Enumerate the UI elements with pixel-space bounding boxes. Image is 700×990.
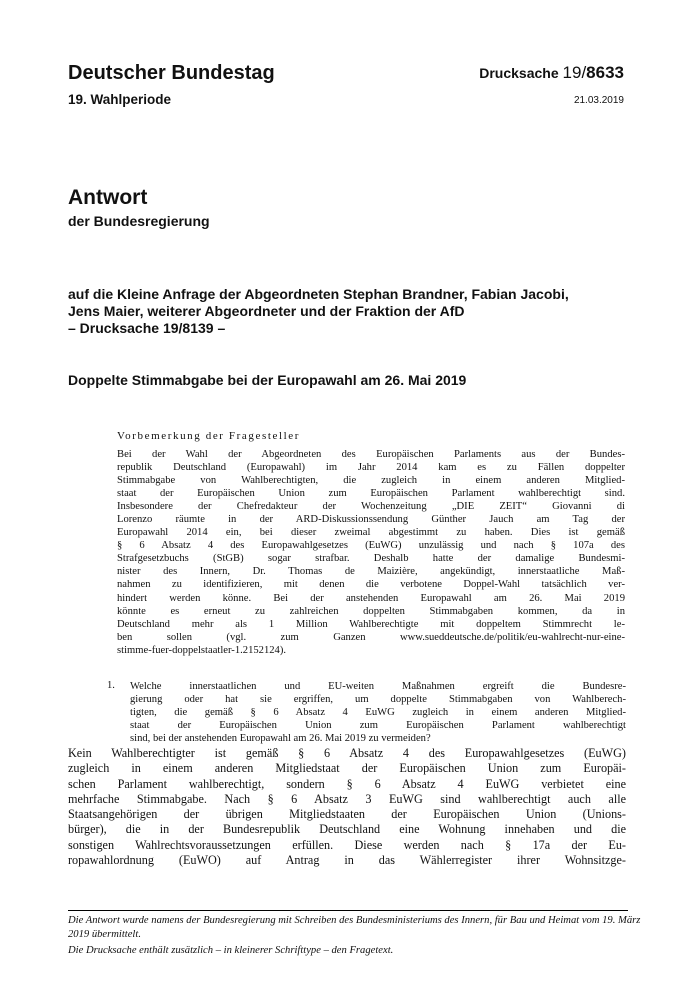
question-number: 1. [107, 680, 115, 691]
preliminary-line: nister des Innern, Dr. Thomas de Maizière, angekündigt, innerstaatliche Maß- [117, 566, 625, 578]
question-line: gierung oder hat sie ergriffen, um doppelte Stimmabgaben von Wahlberech- [130, 694, 626, 706]
question-text [130, 680, 626, 745]
preliminary-line: stimme-fuer-doppelstaatler-1.2152124). [117, 644, 287, 656]
preliminary-line: Lorenzo räumte in der ARD-Diskussionssendung Günther Jauch am Tag der [117, 514, 625, 526]
preliminary-line: Stimmabgabe von Wahlberechtigten, die zugleich in einem anderen Mitglied- [117, 475, 625, 487]
drucksache-number-prefix: 19/ [562, 63, 587, 82]
inquiry-line: – Drucksache 19/8139 – [68, 319, 226, 336]
question-line: Welche innerstaatlichen und EU-weiten Maßnahmen ergreift die Bundesre- [130, 681, 626, 692]
inquiry-line: Jens Maier, weiterer Abgeordneter und der Fraktion der AfD [68, 302, 465, 319]
legislative-period: 19. Wahlperiode [68, 92, 172, 107]
inquiry-reference [68, 286, 628, 336]
preliminary-remark-body [117, 448, 625, 657]
preliminary-line: staat der Europäischen Union zum Europäischen Parlament wahlberechtigt sind. [117, 488, 625, 500]
question-line: tigten, die gemäß § 6 Absatz 4 EuWG zugleich in einem anderen Mitglied- [130, 707, 626, 719]
drucksache-number [479, 63, 624, 83]
footnote-typeface-note: Die Drucksache enthält zusätzlich – in kleinerer Schrifttype – den Fragetext. [68, 945, 394, 956]
document-date: 21.03.2019 [573, 95, 624, 106]
footnote [68, 914, 648, 958]
footnote-divider [68, 910, 628, 911]
preliminary-line: könnte es erneut zu zahlreichen doppelten Stimmabgaben kommen, da in [117, 605, 625, 617]
preliminary-line: Europawahl 2014 ein, bei dieser zweimal abgestimmt zu haben. Dies ist gemäß [117, 527, 625, 539]
preliminary-line: ben sollen (vgl. zum Ganzen www.sueddeutsche.de/politik/eu-wahlrecht-nur-eine- [117, 631, 625, 643]
drucksache-label: Drucksache [479, 65, 559, 81]
question-line: staat der Europäischen Union zum Europäischen Parlament wahlberechtigt [130, 720, 626, 732]
preliminary-line: Strafgesetzbuchs (StGB) sogar strafbar. Deshalb hatte der damalige Bundesmi- [117, 553, 625, 565]
preliminary-line: hindert werden könne. Bei der anstehenden Europawahl am 26. Mai 2019 [117, 592, 625, 604]
document-title: Antwort [68, 186, 148, 209]
inquiry-line: auf die Kleine Anfrage der Abgeordneten Stephan Brandner, Fabian Jacobi, [68, 286, 569, 302]
preliminary-line: Insbesondere der Chefredakteur der Wochenzeitung „DIE ZEIT“ Giovanni di [117, 501, 625, 513]
institution-name: Deutscher Bundestag [68, 62, 275, 84]
footnote-transmission: Die Antwort wurde namens der Bundesregierung mit Schreiben des Bundesministeriums des Innern, für Bau und Heimat vom 19. März 2019 übermittelt. [68, 915, 641, 940]
preliminary-line: § 6 Absatz 4 des Europawahlgesetzes (EuWG) unzulässig und nach § 107a des [117, 540, 625, 552]
question-line: sind, bei der anstehenden Europawahl am 26. Mai 2019 zu vermeiden? [130, 733, 431, 745]
answer-line: Kein Wahlberechtigter ist gemäß § 6 Absatz 4 des Europawahlgesetzes (EuWG) [68, 746, 626, 760]
preliminary-remark-title: Vorbemerkung der Fragesteller [117, 430, 301, 442]
answer-line: Staatsangehörigen der übrigen Mitgliedstaaten der Europäischen Union (Unions- [68, 807, 626, 822]
document-subtitle: der Bundesregierung [68, 213, 210, 229]
answer-text [68, 746, 626, 868]
answer-line: mehrfache Stimmabgabe. Nach § 6 Absatz 3 EuWG sind wahlberechtigt auch alle [68, 791, 626, 806]
drucksache-number-main: 8633 [586, 63, 624, 82]
inquiry-topic: Doppelte Stimmabgabe bei der Europawahl am 26. Mai 2019 [68, 372, 467, 388]
preliminary-line: Bei der Wahl der Abgeordneten des Europäischen Parlaments aus der Bundes- [117, 449, 625, 460]
preliminary-line: republik Deutschland (Europawahl) im Jahr 2014 kam es zu Fällen doppelter [117, 462, 625, 474]
answer-line: ropawahlordnung (EuWO) auf Antrag in das Wählerregister ihrer Wohnsitzge- [68, 853, 626, 868]
answer-line: schen Parlament wahlberechtigt, sondern § 6 Absatz 4 EuWG verbietet eine [68, 776, 626, 791]
answer-line: sonstigen Wahlrechtsvoraussetzungen erfüllen. Diese werden nach § 17a der Eu- [68, 837, 626, 852]
preliminary-line: nahmen zu identifizieren, mit denen die verbotene Doppel-Wahl tatsächlich ver- [117, 579, 625, 591]
answer-line: bürger), die in der Bundesrepublik Deutschland eine Wohnung innehaben und die [68, 822, 626, 837]
preliminary-line: Deutschland mehr als 1 Million Wahlberechtigte mit doppeltem Stimmrecht le- [117, 618, 625, 630]
answer-line: zugleich in einem anderen Mitgliedstaat der Europäischen Union zum Europäi- [68, 761, 626, 776]
